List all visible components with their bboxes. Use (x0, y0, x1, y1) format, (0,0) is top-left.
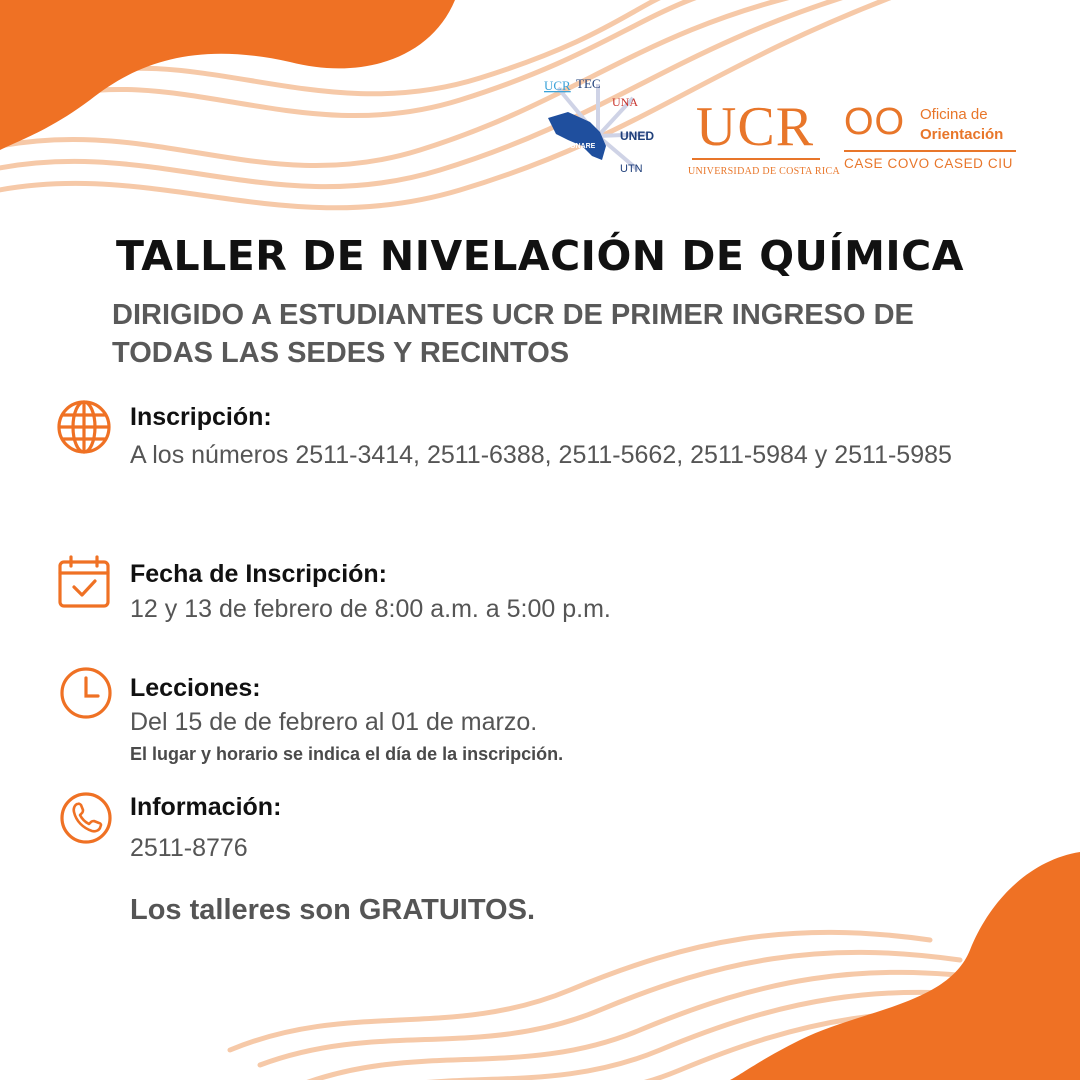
ucr-logo-rule (692, 158, 820, 160)
inscripcion-label: Inscripción: (130, 403, 272, 431)
free-workshops-note: Los talleres son GRATUITOS. (130, 894, 536, 926)
globe-icon (56, 399, 112, 455)
svg-text:UNA: UNA (612, 95, 638, 109)
fecha-value: 12 y 13 de febrero de 8:00 a.m. a 5:00 p.m. (130, 595, 611, 623)
orientacion-logo-line2: Orientación (920, 126, 1004, 143)
orientacion-logo-line1: Oficina de (920, 106, 988, 123)
page-title: TALLER DE NIVELACIÓN DE QUÍMICA (116, 232, 964, 280)
clock-icon (58, 665, 114, 721)
inscripcion-value: A los números 2511-3414, 2511-6388, 2511-5662, 2511-5984 y 2511-5985 (130, 441, 952, 469)
conare-logo (538, 74, 662, 186)
lecciones-label: Lecciones: (130, 674, 261, 702)
svg-text:CONARE: CONARE (565, 143, 596, 150)
ucr-logo-subtitle: UNIVERSIDAD DE COSTA RICA (688, 166, 840, 177)
lecciones-value: Del 15 de de febrero al 01 de marzo. (130, 708, 538, 736)
phone-icon (58, 790, 114, 846)
svg-text:UNED: UNED (620, 129, 655, 143)
orientacion-logo-rule (844, 150, 1016, 152)
svg-text:UCR: UCR (544, 78, 571, 93)
svg-text:UTN: UTN (620, 163, 643, 175)
fecha-label: Fecha de Inscripción: (130, 560, 388, 588)
orientacion-logo (844, 100, 1024, 180)
page-subtitle: DIRIGIDO A ESTUDIANTES UCR DE PRIMER INGRESO DE TODAS LAS SEDES Y RECINTOS (112, 299, 914, 369)
ucr-logo-mark: UCR (695, 96, 815, 158)
orientacion-logo-units: CASE COVO CASED CIU (844, 156, 1013, 171)
informacion-value: 2511-8776 (130, 834, 248, 862)
informacion-label: Información: (130, 793, 282, 821)
ucr-logo (688, 96, 840, 182)
orientacion-logo-mark: OO (844, 101, 906, 143)
lecciones-note: El lugar y horario se indica el día de la inscripción. (130, 744, 564, 764)
svg-text:TEC: TEC (576, 76, 601, 91)
calendar-check-icon (56, 554, 112, 610)
